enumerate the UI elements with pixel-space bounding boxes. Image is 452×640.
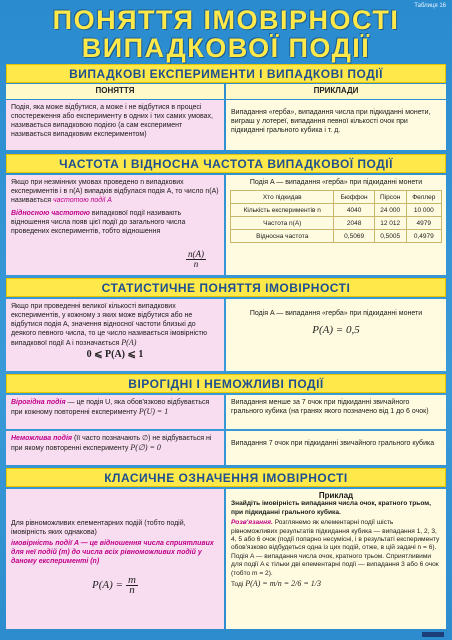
frequency-table	[230, 190, 442, 243]
page-title	[0, 6, 452, 62]
frequency-table-panel	[226, 175, 446, 275]
col-concept-header: ПОНЯТТЯ	[6, 84, 224, 99]
freq-text-1: Якщо при незмінних умовах проведено n випадкових експериментів і в n(A) випадків відбулася подія A, то число n(A) називається частотою події A	[11, 179, 219, 204]
table-number: Таблиця 16	[414, 3, 446, 9]
example-title: Приклад	[318, 491, 354, 500]
section1-heading: ВИПАДКОВІ ЕКСПЕРИМЕНТИ І ВИПАДКОВІ ПОДІЇ	[6, 64, 446, 83]
statistical-definition: Якщо при проведенні великої кількості випадкових експериментів, у кожному з яких може відбутися або не відбутися подія A, значення відносної частоти близькі до деякого певного числа, то це число називається імовірністю випадкової події A і позначається P(A) 0 ⩽ P(A) ⩽ 1	[6, 299, 224, 371]
classical-definition	[6, 489, 224, 629]
classical-intro: Для рівноможливих елементарних подій (тобто подій, імовірність яких однакова)	[11, 520, 186, 536]
solution-result: Тоді P(A) = m/n = 2/6 = 1/3	[231, 579, 321, 589]
classical-example	[226, 489, 446, 629]
solution-part-2: Подія A — випадання числа очок, кратного трьом. Сприятливими для події A є тільки дві елементарні події — випадання 3 або 6 очок (тобто m = 2).	[231, 552, 439, 577]
col-examples-header: ПРИКЛАДИ	[226, 84, 446, 99]
section2-heading: ЧАСТОТА І ВІДНОСНА ЧАСТОТА ВИПАДКОВОЇ ПОДІЇ	[6, 154, 446, 173]
solution-label: Розв'язання.	[231, 519, 273, 527]
freq-text-2: Відносною частотою випадкової події називають відношення числа появ цієї події до загального числа проведених експериментів, тобто відношення	[11, 210, 186, 235]
table-row: Відносна частота 0,5069 0,5005 0,4979	[231, 230, 442, 243]
probability-range: 0 ⩽ P(A) ⩽ 1	[86, 349, 144, 360]
table-row: Частота n(A) 2048 12 012 4979	[231, 217, 442, 230]
sure-event-example: Випадання менше за 7 очок при підкиданні звичайного грального кубика (на гранях якого позначено від 1 до 6 очок)	[226, 395, 446, 429]
impossible-event-definition: Неможлива подія (її часто позначають ∅) не відбувається ні при якому повторенні експерименту P(∅) = 0	[6, 431, 224, 465]
statistical-example	[226, 299, 446, 371]
sure-event-term: Вірогідна подія	[11, 399, 66, 406]
title-line-2: ВИПАДКОВОЇ ПОДІЇ	[81, 33, 371, 63]
classical-definition-text: імовірність події A — це відношення числа сприятливих для неї подій (m) до числа всіх рівноможливих подій у даному експерименті (n)	[11, 540, 214, 565]
sure-event-definition: Вірогідна подія — це подія U, яка обов'язково відбувається при кожному повторенні експерименту P(U) = 1	[6, 395, 224, 429]
frequency-definition	[6, 175, 224, 275]
table-header-row: Хто підкидав Бюффон Пірсон Феллер	[231, 191, 442, 204]
statistical-example-formula: P(A) = 0,5	[312, 324, 360, 336]
table-row: Кількість експериментів n 4040 24 000 10 000	[231, 204, 442, 217]
relative-frequency-term: Відносною частотою	[11, 210, 90, 217]
impossible-event-term: Неможлива подія	[11, 435, 73, 442]
section4-heading: ВІРОГІДНІ І НЕМОЖЛИВІ ПОДІЇ	[6, 374, 446, 393]
section3-heading: СТАТИСТИЧНЕ ПОНЯТТЯ ІМОВІРНОСТІ	[6, 278, 446, 297]
classical-formula: P(A) = $\frac{m}{n}$	[92, 574, 136, 596]
example-text: Випадання «герба», випадання числа при підкиданні монети, виграш у лотереї, випадання певної кількості очок при підкиданні грального кубика і т. д.	[226, 100, 446, 150]
section5-heading: КЛАСИЧНЕ ОЗНАЧЕННЯ ІМОВІРНОСТІ	[6, 468, 446, 487]
example-task: Знайдіть імовірність випадання числа очок, кратного трьом, при підкиданні грального кубика.	[231, 500, 432, 516]
impossible-event-example: Випадання 7 очок при підкиданні звичайного грального кубика	[226, 431, 446, 465]
publisher-logo	[422, 632, 444, 637]
frequency-term: частотою події A	[53, 197, 112, 204]
statistical-example-text: Подія A — випадання «герба» при підкиданні монети	[249, 310, 423, 317]
probability-notation: P(A)	[121, 338, 137, 347]
table-title: Подія A — випадання «герба» при підкиданні монети	[249, 179, 423, 186]
title-line-1: ПОНЯТТЯ ІМОВІРНОСТІ	[52, 5, 400, 35]
solution: Розв'язання. Розглянемо як елементарні події шість рівноможливих результатів підкидання кубика — випадання 1, 2, 3, 4, 5 або 6 очок (події попарно несумісні, і в результаті експерименту обов'язково відбудеться одна із цих подій, отже, в цій задачі n = 6).	[231, 519, 440, 552]
relative-frequency-formula: n(A) n	[188, 249, 204, 269]
concept-text: Подія, яка може відбутися, а може і не відбутися в процесі спостереження або експерименту в одних і тих самих умовах, називається випадковою подією (а сам експеримент називається випадковим експериментом)	[6, 100, 224, 150]
